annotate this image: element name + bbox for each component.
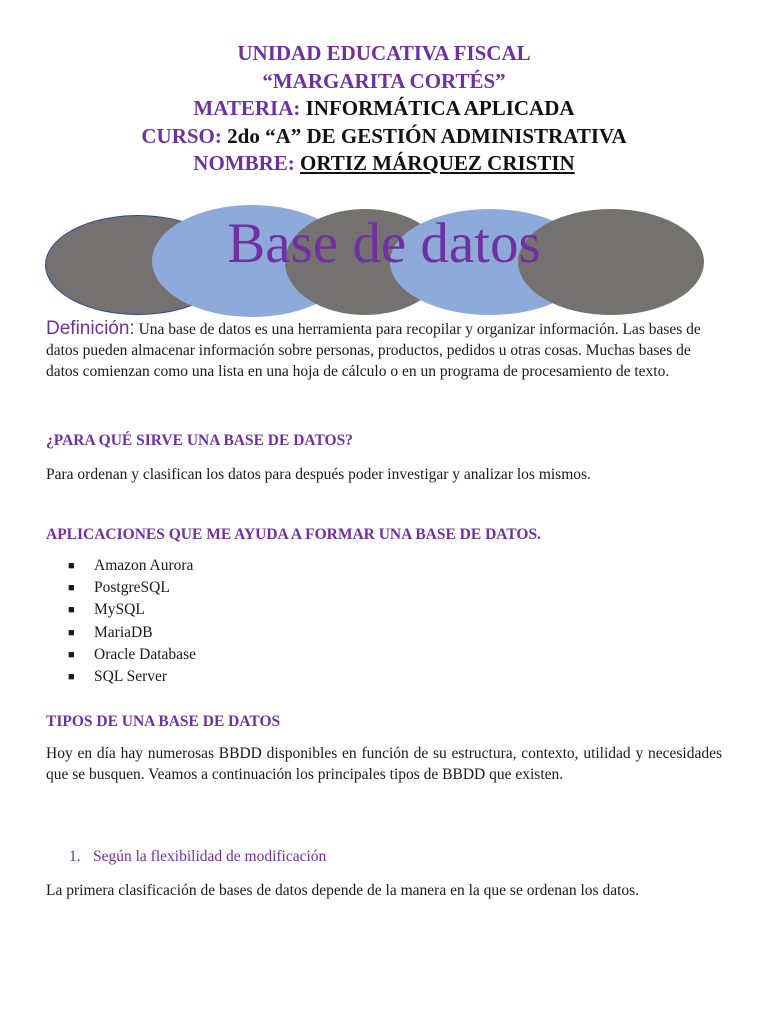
school-name: UNIDAD EDUCATIVA FISCAL (237, 41, 531, 65)
definition-paragraph (46, 318, 722, 382)
name-value: ORTIZ MÁRQUEZ CRISTIN (300, 151, 575, 175)
school-title: “MARGARITA CORTÉS” (262, 68, 506, 93)
list-number: 1. (69, 848, 81, 865)
numbered-text: Según la flexibilidad de modificación (93, 848, 327, 865)
subject-label: MATERIA: (193, 96, 301, 120)
title-banner (0, 205, 768, 325)
course-line (0, 123, 768, 151)
bullet-square-icon: ■ (68, 582, 75, 595)
bullet-square-icon: ■ (68, 648, 75, 661)
section-heading-applications: APLICACIONES QUE ME AYUDA A FORMAR UNA BASE DE DATOS. (46, 526, 541, 543)
list-item: ■ Oracle Database (68, 644, 196, 666)
list-item: ■ Amazon Aurora (68, 555, 196, 577)
subject-value: INFORMÁTICA APLICADA (305, 96, 575, 120)
section-heading-types: TIPOS DE UNA BASE DE DATOS (46, 713, 281, 730)
classification-paragraph: La primera clasificación de bases de datos depende de la manera en la que se ordenan los datos. (46, 882, 640, 899)
document-header (0, 40, 768, 178)
subject-line (0, 95, 768, 123)
name-label: NOMBRE: (193, 151, 295, 175)
course-label: CURSO: (141, 123, 222, 148)
list-item: ■ MySQL (68, 599, 196, 621)
bullet-square-icon: ■ (68, 604, 75, 617)
bullet-square-icon: ■ (68, 671, 75, 684)
name-line (0, 150, 768, 178)
definition-label: Definición: (46, 318, 135, 339)
definition-text: Una base de datos es una herramienta para recopilar y organizar información. Las bases de datos pueden almacenar información sobre personas, productos, pedidos u otras cosas. Muchas bases de datos comienzan como una lista en una hoja de cálculo o en un programa de procesamiento de texto. (46, 321, 701, 380)
applications-list (68, 555, 196, 688)
list-item: ■ SQL Server (68, 666, 196, 688)
bullet-square-icon: ■ (68, 626, 75, 639)
numbered-subheading (69, 848, 326, 866)
types-paragraph: Hoy en día hay numerosas BBDD disponibles en función de su estructura, contexto, utilidad y necesidades que se busquen. Veamos a continuación los principales tipos de BBDD que existen. (46, 745, 722, 783)
list-item: ■ PostgreSQL (68, 577, 196, 599)
course-value: 2do “A” DE GESTIÓN ADMINISTRATIVA (227, 123, 627, 148)
purpose-paragraph: Para ordenan y clasifican los datos para después poder investigar y analizar los mismos. (46, 466, 591, 483)
banner-title: Base de datos (227, 212, 541, 275)
list-item: ■ MariaDB (68, 622, 196, 644)
bullet-square-icon: ■ (68, 560, 75, 572)
section-heading-purpose: ¿PARA QUÉ SIRVE UNA BASE DE DATOS? (46, 432, 353, 449)
